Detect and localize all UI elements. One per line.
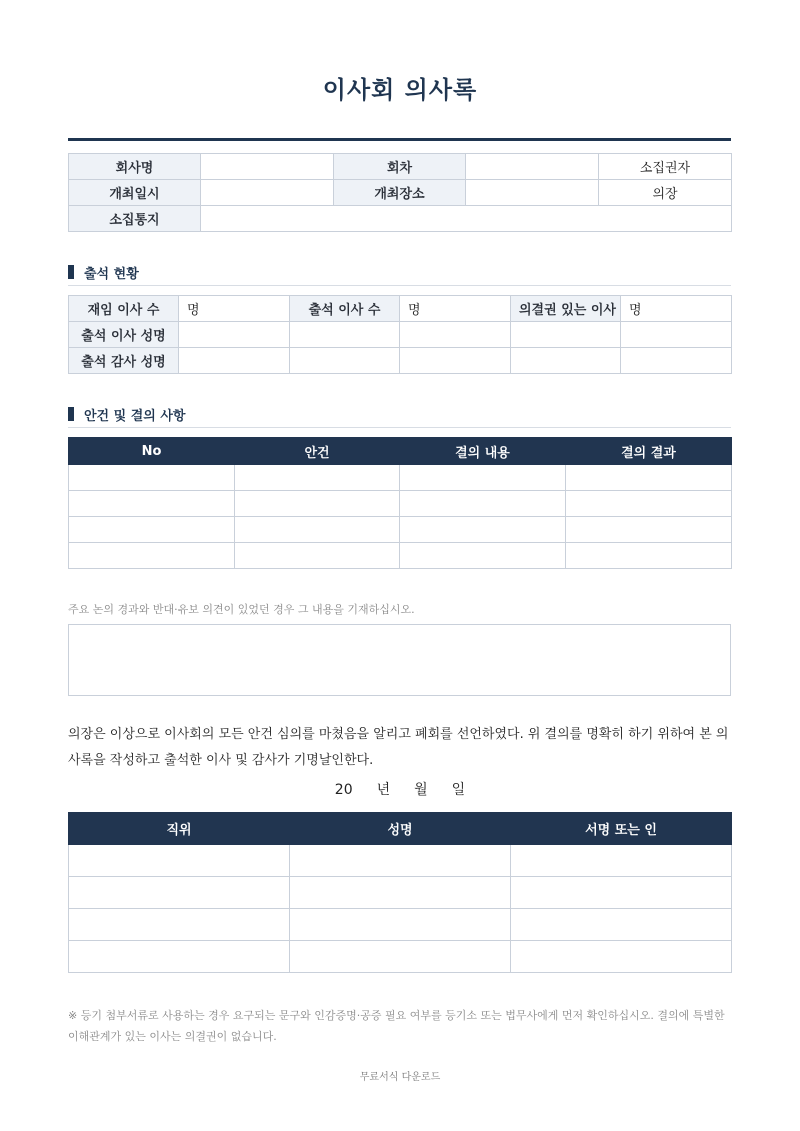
agenda-col-result: 결의 결과 — [566, 438, 732, 465]
agenda-cell[interactable] — [400, 491, 566, 517]
agenda-header-row — [69, 438, 732, 465]
signature-cell[interactable] — [511, 877, 732, 909]
table-row — [69, 543, 732, 569]
agenda-cell[interactable] — [566, 543, 732, 569]
director-names-label: 출석 이사 성명 — [69, 322, 179, 348]
agenda-cell[interactable] — [69, 543, 235, 569]
incumbent-label: 재임 이사 수 — [69, 296, 179, 322]
auditor-names-label: 출석 감사 성명 — [69, 348, 179, 374]
table-row — [69, 845, 732, 877]
agenda-section-heading — [68, 405, 731, 428]
meeting-info-table — [68, 153, 732, 232]
attendance-row — [69, 296, 732, 322]
agenda-cell[interactable] — [566, 491, 732, 517]
agenda-cell[interactable] — [235, 491, 400, 517]
agenda-cell[interactable] — [235, 543, 400, 569]
agenda-heading: 안건 및 결의 사항 — [84, 409, 186, 424]
agenda-cell[interactable] — [69, 517, 235, 543]
page-title: 이사회 의사록 — [322, 76, 478, 104]
signature-cell[interactable] — [69, 941, 290, 973]
signature-cell[interactable] — [290, 941, 511, 973]
auditor-name-field[interactable] — [290, 348, 400, 374]
date-label: 개최일시 — [69, 180, 201, 206]
director-name-field[interactable] — [290, 322, 400, 348]
table-row — [69, 941, 732, 973]
section-marker — [68, 265, 74, 279]
sign-col-seal: 서명 또는 인 — [511, 813, 732, 845]
sign-col-name: 성명 — [290, 813, 511, 845]
sign-col-position: 직위 — [69, 813, 290, 845]
agenda-cell[interactable] — [400, 517, 566, 543]
agenda-cell[interactable] — [69, 465, 235, 491]
attendance-section-heading — [68, 263, 731, 286]
session-label: 회차 — [334, 154, 466, 180]
agenda-table — [68, 437, 732, 569]
director-name-field[interactable] — [621, 322, 732, 348]
place-field[interactable] — [466, 180, 599, 206]
table-row — [69, 465, 732, 491]
company-label: 회사명 — [69, 154, 201, 180]
attendance-table — [68, 295, 732, 374]
present-count-field[interactable]: 명 — [400, 296, 511, 322]
voting-count-field[interactable]: 명 — [621, 296, 732, 322]
auditor-name-field[interactable] — [179, 348, 290, 374]
director-name-field[interactable] — [179, 322, 290, 348]
date-line — [0, 779, 800, 799]
info-row — [69, 206, 732, 232]
agenda-cell[interactable] — [235, 465, 400, 491]
table-row — [69, 491, 732, 517]
table-row — [69, 877, 732, 909]
agenda-cell[interactable] — [235, 517, 400, 543]
agenda-col-item: 안건 — [235, 438, 400, 465]
section-marker — [68, 407, 74, 421]
signature-table — [68, 812, 732, 973]
director-name-field[interactable] — [400, 322, 511, 348]
company-field[interactable] — [201, 154, 334, 180]
signature-cell[interactable] — [69, 845, 290, 877]
agenda-col-content: 결의 내용 — [400, 438, 566, 465]
director-name-field[interactable] — [511, 322, 621, 348]
agenda-cell[interactable] — [566, 517, 732, 543]
signature-cell[interactable] — [290, 877, 511, 909]
signature-cell[interactable] — [290, 909, 511, 941]
session-field[interactable] — [466, 154, 599, 180]
auditor-name-field[interactable] — [400, 348, 511, 374]
auditor-name-field[interactable] — [511, 348, 621, 374]
present-label: 출석 이사 수 — [290, 296, 400, 322]
year-label: 년 — [376, 782, 391, 798]
place-label: 개최장소 — [334, 180, 466, 206]
signature-cell[interactable] — [69, 877, 290, 909]
signature-cell[interactable] — [511, 941, 732, 973]
year-prefix[interactable]: 20 — [334, 782, 353, 798]
info-row — [69, 154, 732, 180]
agenda-cell[interactable] — [69, 491, 235, 517]
signature-cell[interactable] — [69, 909, 290, 941]
signature-cell[interactable] — [511, 845, 732, 877]
attendance-row — [69, 322, 732, 348]
signature-header-row — [69, 813, 732, 845]
table-row — [69, 517, 732, 543]
closing-statement: 의장은 이상으로 이사회의 모든 안건 심의를 마쳤음을 알리고 폐회를 선언하였다. 위 결의를 명확히 하기 위하여 본 의사록을 작성하고 출석한 이사 및 감사가 기명날인한다. — [68, 727, 729, 768]
notice-label: 소집통지 — [69, 206, 201, 232]
table-row — [69, 909, 732, 941]
footer-link[interactable]: 무료서식 다운로드 — [359, 1072, 441, 1083]
notice-field[interactable] — [201, 206, 732, 232]
discussion-textarea[interactable] — [68, 624, 731, 696]
voting-label: 의결권 있는 이사 — [511, 296, 621, 322]
signature-cell[interactable] — [290, 845, 511, 877]
footnote: ※ 등기 첨부서류로 사용하는 경우 요구되는 문구와 인감증명·공증 필요 여부를 등기소 또는 법무사에게 먼저 확인하십시오. 결의에 특별한 이해관계가 있는 이사는 의결권이 없습니다. — [68, 1009, 725, 1043]
signature-cell[interactable] — [511, 909, 732, 941]
date-field[interactable] — [201, 180, 334, 206]
title-divider — [68, 138, 731, 141]
agenda-cell[interactable] — [566, 465, 732, 491]
month-label: 월 — [414, 782, 428, 798]
incumbent-count-field[interactable]: 명 — [179, 296, 290, 322]
chair-label[interactable]: 의장 — [599, 180, 732, 206]
attendance-heading: 출석 현황 — [84, 267, 139, 282]
agenda-cell[interactable] — [400, 543, 566, 569]
info-row — [69, 180, 732, 206]
auditor-name-field[interactable] — [621, 348, 732, 374]
day-label: 일 — [451, 782, 466, 798]
attendance-row — [69, 348, 732, 374]
agenda-col-no: No — [69, 438, 235, 465]
convener-label[interactable]: 소집권자 — [599, 154, 732, 180]
agenda-cell[interactable] — [400, 465, 566, 491]
discussion-note: 주요 논의 경과와 반대·유보 의견이 있었던 경우 그 내용을 기재하십시오. — [68, 603, 415, 616]
